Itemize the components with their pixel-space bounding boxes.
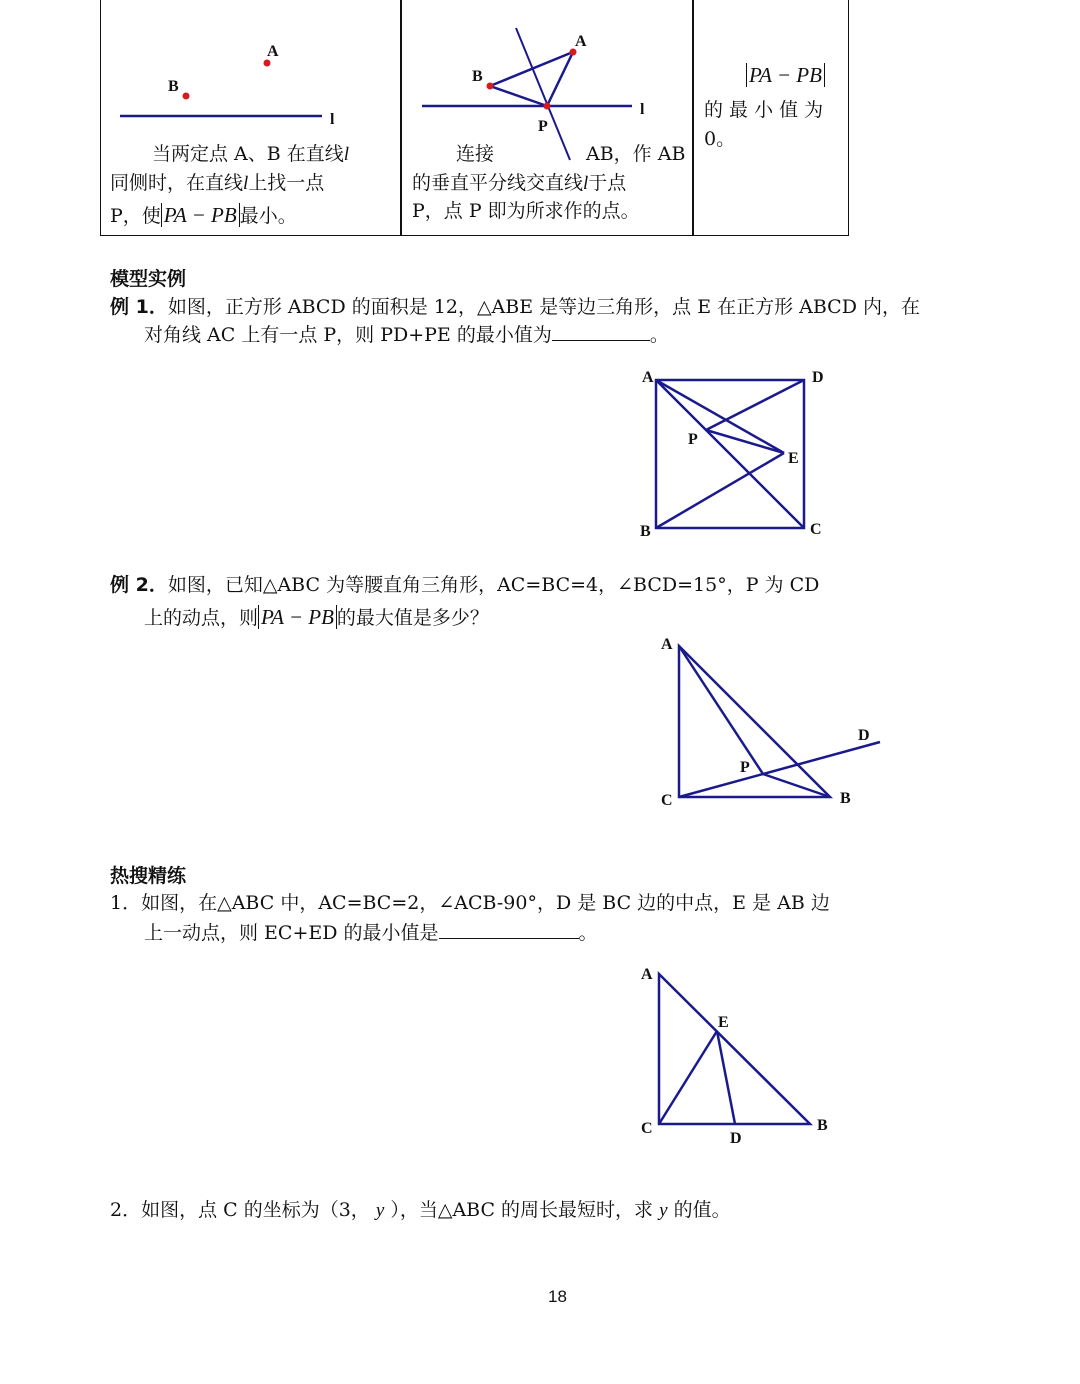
cell1-line1: 当两定点 A、B 在直线l xyxy=(152,143,350,165)
triangle-ABC xyxy=(659,974,810,1124)
exercise1-figure xyxy=(630,960,850,1150)
example2-figure xyxy=(650,630,890,815)
example2-line1: 例 2．如图，已知△ABC 为等腰直角三角形，AC=BC=4，∠BCD=15°，P 为 CD xyxy=(110,574,820,596)
cell2-line2: 的垂直平分线交直线l于点 xyxy=(412,172,627,194)
cell2-figure xyxy=(400,0,692,160)
example1-line2: 对角线 AC 上有一点 P，则 PD+PE 的最小值为 。 xyxy=(144,320,669,351)
cell3-line3: 0。 xyxy=(704,128,736,150)
label-B: B xyxy=(472,68,483,85)
example1-figure xyxy=(630,360,850,545)
example2-line2: 上的动点，则 PA − PB 的最大值是多少？ xyxy=(144,605,489,629)
answer-blank[interactable] xyxy=(439,918,579,939)
label-D: D xyxy=(730,1130,742,1147)
segment-ED xyxy=(717,1031,735,1124)
section-title-examples: 模型实例 xyxy=(110,268,187,290)
label-B: B xyxy=(817,1117,828,1134)
segment-CE xyxy=(659,1031,717,1124)
segment-AE xyxy=(656,380,784,453)
cell3-expr: PA − PB xyxy=(746,60,825,92)
cell3-line2: 的 最 小 值 为 xyxy=(704,99,824,121)
label-A: A xyxy=(661,636,673,653)
cell2-line3: P，点 P 即为所求作的点。 xyxy=(412,200,640,222)
answer-blank[interactable] xyxy=(552,320,650,341)
label-C: C xyxy=(810,521,822,538)
segment-PD xyxy=(706,380,804,430)
ray-CD xyxy=(679,742,880,797)
label-D: D xyxy=(812,369,824,386)
cell1-line3: P，使 PA − PB 最小。 xyxy=(110,203,297,227)
label-l: l xyxy=(330,111,335,128)
triangle-ABC xyxy=(679,646,830,797)
label-P: P xyxy=(538,118,548,135)
label-A: A xyxy=(642,369,654,386)
exercise1-line2: 上一动点，则 EC+ED 的最小值是 。 xyxy=(144,918,598,949)
exercise2-line: 2．如图，点 C 的坐标为（3， y ），当△ABC 的周长最短时，求 y 的值。 xyxy=(110,1199,731,1221)
cell1-figure xyxy=(100,0,400,140)
label-B: B xyxy=(168,78,179,95)
label-A: A xyxy=(267,43,279,60)
point-B xyxy=(487,83,494,90)
page-number: 18 xyxy=(548,1287,567,1306)
segment-AP xyxy=(679,646,763,774)
label-B: B xyxy=(640,523,651,540)
label-l: l xyxy=(640,101,645,118)
perpendicular-bisector xyxy=(516,28,570,160)
cell1-line2: 同侧时，在直线l上找一点 xyxy=(110,172,325,194)
label-E: E xyxy=(788,450,799,467)
label-A: A xyxy=(575,33,587,50)
label-P: P xyxy=(688,431,698,448)
point-B xyxy=(183,93,190,100)
point-A xyxy=(264,60,271,67)
label-B: B xyxy=(840,790,851,807)
section-title-practice: 热搜精练 xyxy=(110,865,187,887)
point-P xyxy=(544,103,551,110)
example1-line1: 例 1．如图，正方形 ABCD 的面积是 12，△ABE 是等边三角形，点 E 在正方形 ABCD 内，在 xyxy=(110,296,920,318)
label-A: A xyxy=(641,966,653,983)
label-D: D xyxy=(858,727,870,744)
triangle-ABP xyxy=(490,52,573,106)
label-E: E xyxy=(718,1014,729,1031)
exercise1-line1: 1．如图，在△ABC 中，AC=BC=2，∠ACB-90°，D 是 BC 边的中点，E 是 AB 边 xyxy=(110,892,830,914)
label-P: P xyxy=(740,759,750,776)
cell2-line1: 连接 xyxy=(456,143,495,165)
cell2-line1b: AB，作 AB xyxy=(586,143,686,165)
label-C: C xyxy=(661,792,673,809)
table-divider-2 xyxy=(692,0,694,236)
label-C: C xyxy=(641,1120,653,1137)
